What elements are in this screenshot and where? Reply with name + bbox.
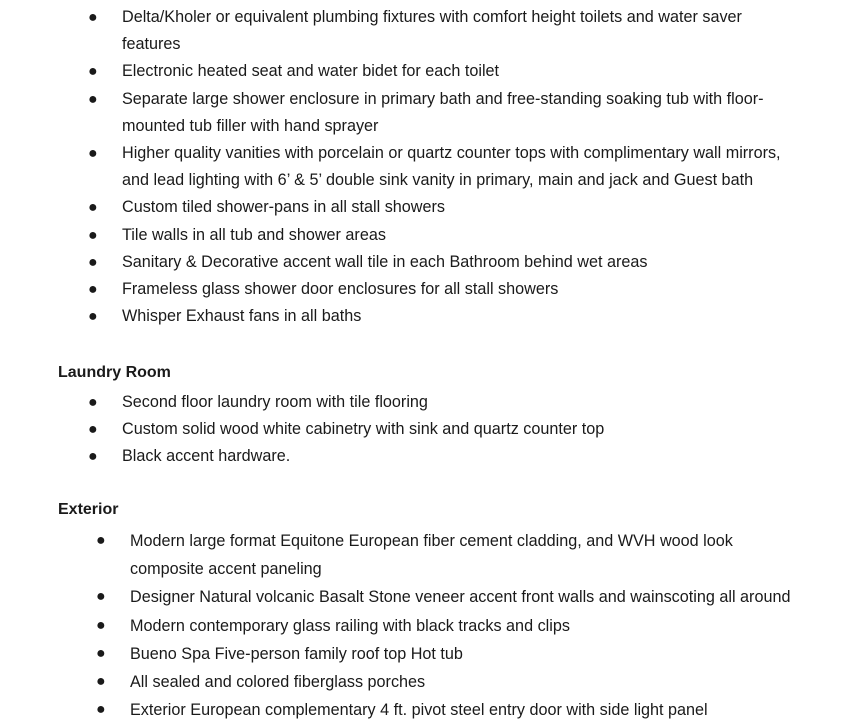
bullet-icon: ● (88, 394, 98, 411)
list-item-line: composite accent paneling (130, 560, 322, 579)
list-item (0, 222, 864, 249)
list-item-line: Whisper Exhaust fans in all baths (122, 307, 362, 326)
list-item-text (122, 416, 604, 443)
list-item-line: Black accent hardware. (122, 447, 291, 466)
list-item (0, 640, 864, 668)
bullet-icon: ● (88, 421, 98, 439)
exterior-features-list (0, 527, 864, 724)
list-item (0, 303, 864, 330)
list-item (0, 140, 864, 194)
list-item-text (122, 140, 781, 194)
list-item-text (122, 389, 428, 416)
bullet-icon: ● (96, 616, 106, 634)
list-item (0, 389, 864, 416)
list-item-text (130, 668, 425, 696)
list-item-line: features (122, 35, 181, 54)
list-item-line: Modern contemporary glass railing with black tracks and clips (130, 616, 570, 635)
bullet-icon: ● (88, 63, 98, 81)
list-item (0, 583, 864, 611)
list-item-text (130, 583, 790, 611)
list-item-line: Delta/Kholer or equivalent plumbing fixtures with comfort height toilets and water saver (122, 8, 742, 26)
bullet-icon: ● (88, 308, 98, 326)
list-item-text (130, 640, 463, 668)
bath-features-list (0, 4, 864, 330)
list-item-text (122, 249, 647, 276)
list-item-text (122, 443, 290, 470)
bullet-icon: ● (96, 672, 106, 690)
list-item-line: Modern large format Equitone European fiber cement cladding, and WVH wood look (130, 532, 733, 550)
list-item (0, 86, 864, 140)
list-item-text (122, 222, 386, 249)
list-item (0, 194, 864, 221)
bullet-icon: ● (88, 280, 98, 298)
list-item (0, 276, 864, 303)
bullet-icon: ● (88, 253, 98, 271)
list-item (0, 249, 864, 276)
bullet-icon: ● (88, 448, 98, 466)
list-item-line: Tile walls in all tub and shower areas (122, 225, 386, 244)
list-item-line: Exterior European complementary 4 ft. pivot steel entry door with side light panel (130, 701, 708, 720)
list-item-line: Electronic heated seat and water bidet for each toilet (122, 62, 500, 81)
list-item-line: Second floor laundry room with tile flooring (122, 393, 428, 411)
list-item-line: Separate large shower enclosure in primary bath and free-standing soaking tub with floor- (122, 89, 764, 108)
bullet-icon: ● (96, 532, 106, 549)
list-item-line: Bueno Spa Five-person family roof top Hot tub (130, 644, 463, 663)
list-item (0, 416, 864, 443)
list-item (0, 668, 864, 696)
bullet-icon: ● (88, 199, 98, 217)
list-item-line: Designer Natural volcanic Basalt Stone veneer accent front walls and wainscoting all around (130, 588, 791, 607)
list-item-line: and lead lighting with 6’ & 5’ double sink vanity in primary, main and jack and Guest bath (122, 171, 754, 190)
laundry-room-heading: Laundry Room (58, 364, 171, 381)
bullet-icon: ● (96, 588, 106, 606)
list-item-text (122, 4, 742, 58)
list-item-line: Custom tiled shower-pans in all stall showers (122, 198, 445, 217)
list-item-line: Sanitary & Decorative accent wall tile in each Bathroom behind wet areas (122, 252, 648, 271)
bullet-icon: ● (96, 701, 106, 719)
list-item-line: Frameless glass shower door enclosures for all stall showers (122, 279, 559, 298)
list-item-text (130, 612, 570, 640)
list-item (0, 443, 864, 470)
list-item-text (122, 303, 361, 330)
list-item (0, 612, 864, 640)
list-item (0, 4, 864, 58)
list-item-line: Higher quality vanities with porcelain or quartz counter tops with complimentary wall mirrors, (122, 143, 781, 162)
list-item-line: mounted tub filler with hand sprayer (122, 116, 379, 135)
list-item-line: All sealed and colored fiberglass porches (130, 672, 426, 691)
exterior-heading: Exterior (58, 501, 119, 518)
bullet-icon: ● (88, 226, 98, 244)
bullet-icon: ● (88, 90, 98, 108)
bullet-icon: ● (88, 144, 98, 162)
list-item (0, 58, 864, 85)
list-item-text (122, 58, 499, 85)
list-item (0, 527, 864, 583)
laundry-features-list (0, 389, 864, 471)
bullet-icon: ● (88, 9, 98, 26)
list-item-text (122, 86, 764, 140)
list-item-text (130, 527, 733, 583)
list-item-line: Custom solid wood white cabinetry with sink and quartz counter top (122, 420, 605, 439)
bullet-icon: ● (96, 644, 106, 662)
list-item-text (122, 276, 558, 303)
list-item-text (122, 194, 445, 221)
